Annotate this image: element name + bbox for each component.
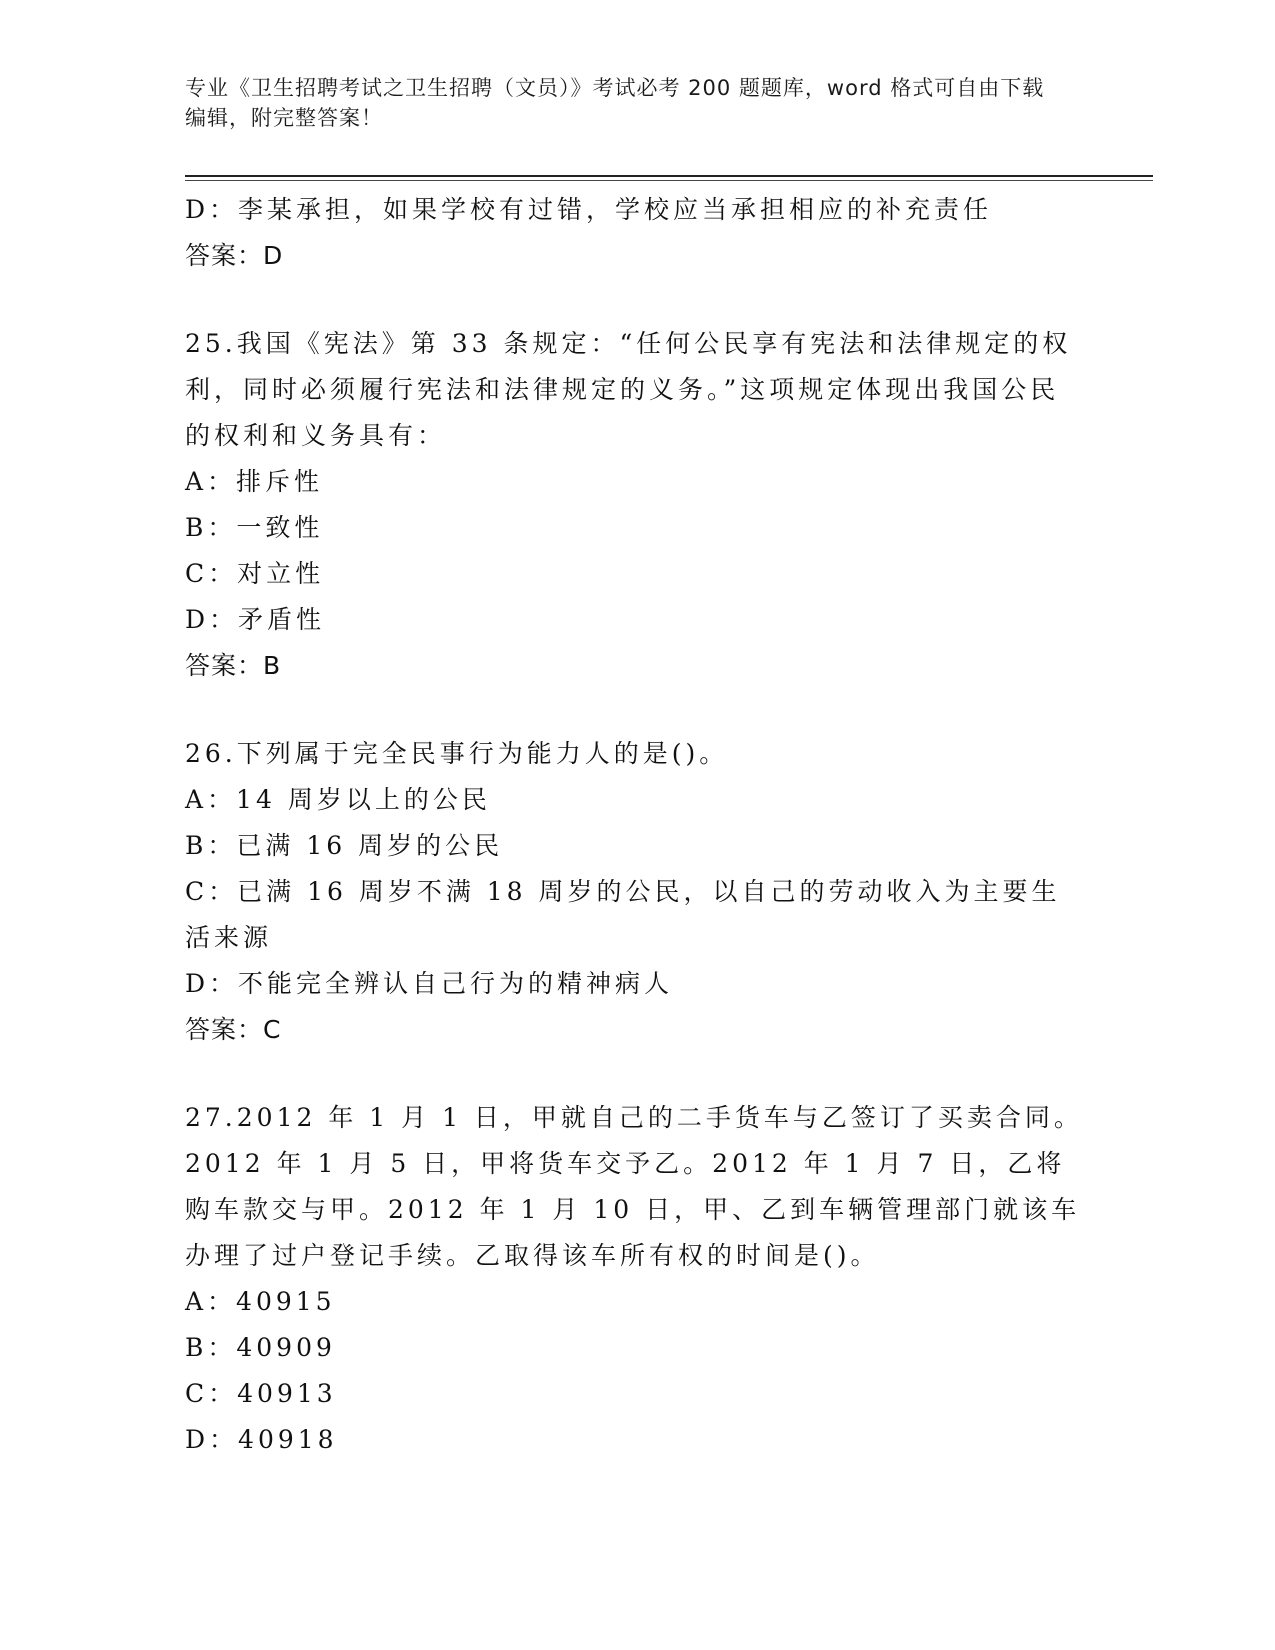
- answer-label: 答案：C: [185, 1015, 282, 1044]
- header-divider: [185, 175, 1153, 177]
- option-c: C：已满 16 周岁不满 18 周岁的公民，以自己的劳动收入为主要生活来源: [185, 877, 1061, 952]
- question-stem: 27.2012 年 1 月 1 日，甲就自己的二手货车与乙签订了买卖合同。2012 年 1 月 5 日，甲将货车交予乙。2012 年 1 月 7 日，乙将购车款交与甲。2012 年 1 月 10 日，甲、乙到车辆管理部门就该车办理了过户登记手续。乙取得该车所有权的时间是()。: [185, 1103, 1083, 1270]
- option-a: A：14 周岁以上的公民: [185, 785, 491, 814]
- page-header: 专业《卫生招聘考试之卫生招聘（文员）》考试必考 200 题题库，word 格式可自由下载编辑，附完整答案！: [185, 76, 1045, 130]
- option-d: D：矛盾性: [185, 605, 326, 634]
- answer-label: 答案：D: [185, 241, 284, 270]
- option-d: D：李某承担，如果学校有过错，学校应当承担相应的补充责任: [185, 195, 993, 224]
- question-stem: 25.我国《宪法》第 33 条规定：“任何公民享有宪法和法律规定的权利，同时必须履行宪法和法律规定的义务。”这项规定体现出我国公民的权利和义务具有：: [185, 329, 1072, 450]
- header-divider-thin: [185, 180, 1153, 181]
- question-27: [185, 1095, 1085, 1463]
- previous-question-tail: [185, 187, 1085, 279]
- question-stem: 26.下列属于完全民事行为能力人的是()。: [185, 739, 729, 768]
- option-d: D：40918: [185, 1425, 338, 1454]
- option-d: D：不能完全辨认自己行为的精神病人: [185, 969, 674, 998]
- option-b: B：已满 16 周岁的公民: [185, 831, 504, 860]
- option-c: C：40913: [185, 1379, 337, 1408]
- question-26: [185, 731, 1085, 1053]
- question-25: [185, 321, 1085, 689]
- option-b: B：40909: [185, 1333, 336, 1362]
- question-list: [185, 187, 1085, 1463]
- answer-label: 答案：B: [185, 651, 282, 680]
- option-a: A：排斥性: [185, 467, 324, 496]
- option-a: A：40915: [185, 1287, 336, 1316]
- option-b: B：一致性: [185, 513, 324, 542]
- option-c: C：对立性: [185, 559, 325, 588]
